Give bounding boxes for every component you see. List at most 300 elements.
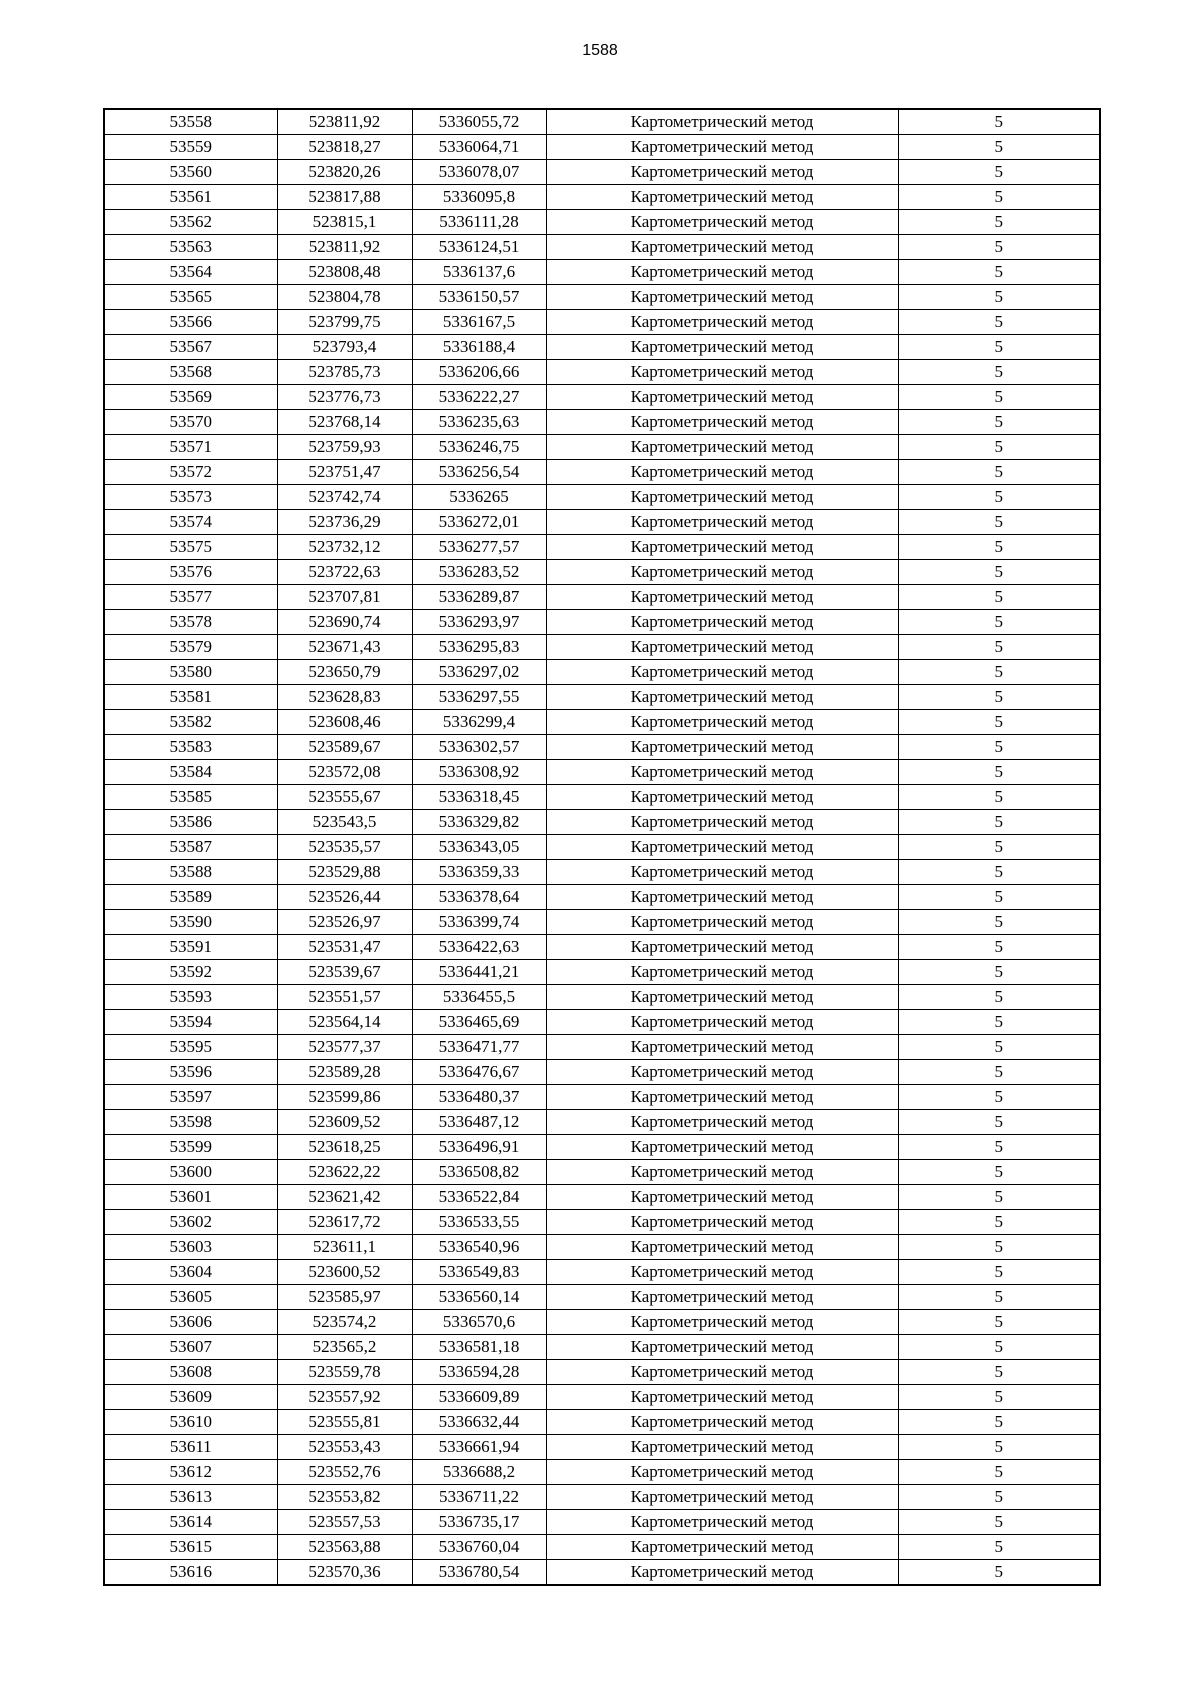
table-row bbox=[104, 1060, 1100, 1085]
point-number-cell: 53558 bbox=[104, 109, 277, 135]
point-number-cell: 53592 bbox=[104, 960, 277, 985]
method-cell: Картометрический метод bbox=[546, 260, 898, 285]
y-coordinate-cell: 5336632,44 bbox=[412, 1410, 546, 1435]
point-number-cell: 53616 bbox=[104, 1560, 277, 1586]
y-coordinate-cell: 5336533,55 bbox=[412, 1210, 546, 1235]
y-coordinate-cell: 5336399,74 bbox=[412, 910, 546, 935]
table-row bbox=[104, 785, 1100, 810]
y-coordinate-cell: 5336359,33 bbox=[412, 860, 546, 885]
point-number-cell: 53565 bbox=[104, 285, 277, 310]
point-number-cell: 53574 bbox=[104, 510, 277, 535]
point-number-cell: 53588 bbox=[104, 860, 277, 885]
x-coordinate-cell: 523570,36 bbox=[277, 1560, 412, 1586]
table-row bbox=[104, 1335, 1100, 1360]
x-coordinate-cell: 523621,42 bbox=[277, 1185, 412, 1210]
accuracy-cell: 5 bbox=[898, 185, 1100, 210]
accuracy-cell: 5 bbox=[898, 1535, 1100, 1560]
y-coordinate-cell: 5336064,71 bbox=[412, 135, 546, 160]
method-cell: Картометрический метод bbox=[546, 235, 898, 260]
accuracy-cell: 5 bbox=[898, 660, 1100, 685]
x-coordinate-cell: 523600,52 bbox=[277, 1260, 412, 1285]
table-row bbox=[104, 1485, 1100, 1510]
accuracy-cell: 5 bbox=[898, 1485, 1100, 1510]
table-row bbox=[104, 435, 1100, 460]
table-row bbox=[104, 1135, 1100, 1160]
method-cell: Картометрический метод bbox=[546, 560, 898, 585]
point-number-cell: 53607 bbox=[104, 1335, 277, 1360]
y-coordinate-cell: 5336111,28 bbox=[412, 210, 546, 235]
accuracy-cell: 5 bbox=[898, 1260, 1100, 1285]
y-coordinate-cell: 5336289,87 bbox=[412, 585, 546, 610]
table-row bbox=[104, 835, 1100, 860]
x-coordinate-cell: 523589,28 bbox=[277, 1060, 412, 1085]
accuracy-cell: 5 bbox=[898, 885, 1100, 910]
accuracy-cell: 5 bbox=[898, 1085, 1100, 1110]
x-coordinate-cell: 523577,37 bbox=[277, 1035, 412, 1060]
method-cell: Картометрический метод bbox=[546, 785, 898, 810]
table-row bbox=[104, 1435, 1100, 1460]
table-row bbox=[104, 1110, 1100, 1135]
table-row bbox=[104, 1285, 1100, 1310]
y-coordinate-cell: 5336496,91 bbox=[412, 1135, 546, 1160]
accuracy-cell: 5 bbox=[898, 1010, 1100, 1035]
method-cell: Картометрический метод bbox=[546, 860, 898, 885]
table-row bbox=[104, 135, 1100, 160]
point-number-cell: 53593 bbox=[104, 985, 277, 1010]
table-row bbox=[104, 1160, 1100, 1185]
accuracy-cell: 5 bbox=[898, 560, 1100, 585]
y-coordinate-cell: 5336283,52 bbox=[412, 560, 546, 585]
method-cell: Картометрический метод bbox=[546, 210, 898, 235]
x-coordinate-cell: 523599,86 bbox=[277, 1085, 412, 1110]
table-row bbox=[104, 1235, 1100, 1260]
point-number-cell: 53594 bbox=[104, 1010, 277, 1035]
point-number-cell: 53610 bbox=[104, 1410, 277, 1435]
accuracy-cell: 5 bbox=[898, 510, 1100, 535]
table-row bbox=[104, 160, 1100, 185]
method-cell: Картометрический метод bbox=[546, 1060, 898, 1085]
y-coordinate-cell: 5336297,55 bbox=[412, 685, 546, 710]
point-number-cell: 53559 bbox=[104, 135, 277, 160]
method-cell: Картометрический метод bbox=[546, 1460, 898, 1485]
accuracy-cell: 5 bbox=[898, 1135, 1100, 1160]
accuracy-cell: 5 bbox=[898, 1435, 1100, 1460]
table-row bbox=[104, 385, 1100, 410]
table-row bbox=[104, 485, 1100, 510]
table-row bbox=[104, 410, 1100, 435]
y-coordinate-cell: 5336167,5 bbox=[412, 310, 546, 335]
method-cell: Картометрический метод bbox=[546, 1560, 898, 1586]
accuracy-cell: 5 bbox=[898, 360, 1100, 385]
method-cell: Картометрический метод bbox=[546, 685, 898, 710]
accuracy-cell: 5 bbox=[898, 1035, 1100, 1060]
point-number-cell: 53611 bbox=[104, 1435, 277, 1460]
point-number-cell: 53602 bbox=[104, 1210, 277, 1235]
y-coordinate-cell: 5336480,37 bbox=[412, 1085, 546, 1110]
x-coordinate-cell: 523529,88 bbox=[277, 860, 412, 885]
table-row bbox=[104, 1185, 1100, 1210]
accuracy-cell: 5 bbox=[898, 1285, 1100, 1310]
point-number-cell: 53596 bbox=[104, 1060, 277, 1085]
y-coordinate-cell: 5336124,51 bbox=[412, 235, 546, 260]
point-number-cell: 53597 bbox=[104, 1085, 277, 1110]
method-cell: Картометрический метод bbox=[546, 535, 898, 560]
point-number-cell: 53583 bbox=[104, 735, 277, 760]
x-coordinate-cell: 523817,88 bbox=[277, 185, 412, 210]
table-row bbox=[104, 1085, 1100, 1110]
x-coordinate-cell: 523818,27 bbox=[277, 135, 412, 160]
x-coordinate-cell: 523565,2 bbox=[277, 1335, 412, 1360]
method-cell: Картометрический метод bbox=[546, 160, 898, 185]
point-number-cell: 53584 bbox=[104, 760, 277, 785]
method-cell: Картометрический метод bbox=[546, 335, 898, 360]
accuracy-cell: 5 bbox=[898, 310, 1100, 335]
method-cell: Картометрический метод bbox=[546, 485, 898, 510]
x-coordinate-cell: 523539,67 bbox=[277, 960, 412, 985]
point-number-cell: 53590 bbox=[104, 910, 277, 935]
table-row bbox=[104, 685, 1100, 710]
x-coordinate-cell: 523585,97 bbox=[277, 1285, 412, 1310]
x-coordinate-cell: 523543,5 bbox=[277, 810, 412, 835]
accuracy-cell: 5 bbox=[898, 710, 1100, 735]
table-row bbox=[104, 935, 1100, 960]
y-coordinate-cell: 5336150,57 bbox=[412, 285, 546, 310]
method-cell: Картометрический метод bbox=[546, 1085, 898, 1110]
point-number-cell: 53614 bbox=[104, 1510, 277, 1535]
method-cell: Картометрический метод bbox=[546, 885, 898, 910]
x-coordinate-cell: 523751,47 bbox=[277, 460, 412, 485]
y-coordinate-cell: 5336609,89 bbox=[412, 1385, 546, 1410]
method-cell: Картометрический метод bbox=[546, 1360, 898, 1385]
point-number-cell: 53568 bbox=[104, 360, 277, 385]
point-number-cell: 53586 bbox=[104, 810, 277, 835]
x-coordinate-cell: 523768,14 bbox=[277, 410, 412, 435]
method-cell: Картометрический метод bbox=[546, 1410, 898, 1435]
accuracy-cell: 5 bbox=[898, 1210, 1100, 1235]
point-number-cell: 53608 bbox=[104, 1360, 277, 1385]
method-cell: Картометрический метод bbox=[546, 385, 898, 410]
method-cell: Картометрический метод bbox=[546, 1510, 898, 1535]
method-cell: Картометрический метод bbox=[546, 1435, 898, 1460]
x-coordinate-cell: 523785,73 bbox=[277, 360, 412, 385]
accuracy-cell: 5 bbox=[898, 1410, 1100, 1435]
accuracy-cell: 5 bbox=[898, 285, 1100, 310]
method-cell: Картометрический метод bbox=[546, 1110, 898, 1135]
method-cell: Картометрический метод bbox=[546, 310, 898, 335]
accuracy-cell: 5 bbox=[898, 109, 1100, 135]
method-cell: Картометрический метод bbox=[546, 360, 898, 385]
method-cell: Картометрический метод bbox=[546, 660, 898, 685]
x-coordinate-cell: 523552,76 bbox=[277, 1460, 412, 1485]
table-row bbox=[104, 510, 1100, 535]
point-number-cell: 53609 bbox=[104, 1385, 277, 1410]
point-number-cell: 53578 bbox=[104, 610, 277, 635]
accuracy-cell: 5 bbox=[898, 935, 1100, 960]
table-row bbox=[104, 960, 1100, 985]
y-coordinate-cell: 5336297,02 bbox=[412, 660, 546, 685]
point-number-cell: 53560 bbox=[104, 160, 277, 185]
x-coordinate-cell: 523618,25 bbox=[277, 1135, 412, 1160]
x-coordinate-cell: 523551,57 bbox=[277, 985, 412, 1010]
y-coordinate-cell: 5336540,96 bbox=[412, 1235, 546, 1260]
y-coordinate-cell: 5336137,6 bbox=[412, 260, 546, 285]
point-number-cell: 53606 bbox=[104, 1310, 277, 1335]
point-number-cell: 53605 bbox=[104, 1285, 277, 1310]
x-coordinate-cell: 523609,52 bbox=[277, 1110, 412, 1135]
accuracy-cell: 5 bbox=[898, 260, 1100, 285]
point-number-cell: 53576 bbox=[104, 560, 277, 585]
x-coordinate-cell: 523732,12 bbox=[277, 535, 412, 560]
y-coordinate-cell: 5336277,57 bbox=[412, 535, 546, 560]
method-cell: Картометрический метод bbox=[546, 810, 898, 835]
table-row bbox=[104, 1310, 1100, 1335]
x-coordinate-cell: 523622,22 bbox=[277, 1160, 412, 1185]
point-number-cell: 53615 bbox=[104, 1535, 277, 1560]
point-number-cell: 53601 bbox=[104, 1185, 277, 1210]
accuracy-cell: 5 bbox=[898, 210, 1100, 235]
table-row bbox=[104, 910, 1100, 935]
accuracy-cell: 5 bbox=[898, 635, 1100, 660]
y-coordinate-cell: 5336522,84 bbox=[412, 1185, 546, 1210]
x-coordinate-cell: 523617,72 bbox=[277, 1210, 412, 1235]
point-number-cell: 53572 bbox=[104, 460, 277, 485]
x-coordinate-cell: 523811,92 bbox=[277, 109, 412, 135]
table-row bbox=[104, 585, 1100, 610]
table-row bbox=[104, 1010, 1100, 1035]
table-row bbox=[104, 760, 1100, 785]
page-number: 1588 bbox=[582, 42, 618, 59]
y-coordinate-cell: 5336465,69 bbox=[412, 1010, 546, 1035]
y-coordinate-cell: 5336299,4 bbox=[412, 710, 546, 735]
table-row bbox=[104, 535, 1100, 560]
method-cell: Картометрический метод bbox=[546, 1385, 898, 1410]
method-cell: Картометрический метод bbox=[546, 585, 898, 610]
y-coordinate-cell: 5336422,63 bbox=[412, 935, 546, 960]
table-row bbox=[104, 235, 1100, 260]
method-cell: Картометрический метод bbox=[546, 460, 898, 485]
x-coordinate-cell: 523608,46 bbox=[277, 710, 412, 735]
x-coordinate-cell: 523793,4 bbox=[277, 335, 412, 360]
method-cell: Картометрический метод bbox=[546, 910, 898, 935]
x-coordinate-cell: 523563,88 bbox=[277, 1535, 412, 1560]
accuracy-cell: 5 bbox=[898, 1310, 1100, 1335]
accuracy-cell: 5 bbox=[898, 910, 1100, 935]
x-coordinate-cell: 523526,44 bbox=[277, 885, 412, 910]
y-coordinate-cell: 5336688,2 bbox=[412, 1460, 546, 1485]
accuracy-cell: 5 bbox=[898, 460, 1100, 485]
y-coordinate-cell: 5336780,54 bbox=[412, 1560, 546, 1586]
table-row bbox=[104, 985, 1100, 1010]
y-coordinate-cell: 5336471,77 bbox=[412, 1035, 546, 1060]
point-number-cell: 53600 bbox=[104, 1160, 277, 1185]
point-number-cell: 53604 bbox=[104, 1260, 277, 1285]
y-coordinate-cell: 5336308,92 bbox=[412, 760, 546, 785]
x-coordinate-cell: 523555,67 bbox=[277, 785, 412, 810]
method-cell: Картометрический метод bbox=[546, 1335, 898, 1360]
method-cell: Картометрический метод bbox=[546, 635, 898, 660]
table-row bbox=[104, 635, 1100, 660]
table-row bbox=[104, 210, 1100, 235]
accuracy-cell: 5 bbox=[898, 610, 1100, 635]
x-coordinate-cell: 523559,78 bbox=[277, 1360, 412, 1385]
point-number-cell: 53587 bbox=[104, 835, 277, 860]
point-number-cell: 53573 bbox=[104, 485, 277, 510]
point-number-cell: 53613 bbox=[104, 1485, 277, 1510]
table-row bbox=[104, 1385, 1100, 1410]
method-cell: Картометрический метод bbox=[546, 1035, 898, 1060]
y-coordinate-cell: 5336735,17 bbox=[412, 1510, 546, 1535]
x-coordinate-cell: 523690,74 bbox=[277, 610, 412, 635]
method-cell: Картометрический метод bbox=[546, 109, 898, 135]
accuracy-cell: 5 bbox=[898, 1460, 1100, 1485]
table-row bbox=[104, 260, 1100, 285]
x-coordinate-cell: 523811,92 bbox=[277, 235, 412, 260]
x-coordinate-cell: 523808,48 bbox=[277, 260, 412, 285]
x-coordinate-cell: 523531,47 bbox=[277, 935, 412, 960]
point-number-cell: 53603 bbox=[104, 1235, 277, 1260]
y-coordinate-cell: 5336295,83 bbox=[412, 635, 546, 660]
accuracy-cell: 5 bbox=[898, 1235, 1100, 1260]
x-coordinate-cell: 523799,75 bbox=[277, 310, 412, 335]
point-number-cell: 53582 bbox=[104, 710, 277, 735]
y-coordinate-cell: 5336055,72 bbox=[412, 109, 546, 135]
point-number-cell: 53598 bbox=[104, 1110, 277, 1135]
table-row bbox=[104, 1510, 1100, 1535]
accuracy-cell: 5 bbox=[898, 585, 1100, 610]
accuracy-cell: 5 bbox=[898, 160, 1100, 185]
method-cell: Картометрический метод bbox=[546, 1535, 898, 1560]
x-coordinate-cell: 523628,83 bbox=[277, 685, 412, 710]
method-cell: Картометрический метод bbox=[546, 1260, 898, 1285]
table-row bbox=[104, 1035, 1100, 1060]
method-cell: Картометрический метод bbox=[546, 610, 898, 635]
x-coordinate-cell: 523815,1 bbox=[277, 210, 412, 235]
accuracy-cell: 5 bbox=[898, 335, 1100, 360]
accuracy-cell: 5 bbox=[898, 435, 1100, 460]
point-number-cell: 53575 bbox=[104, 535, 277, 560]
point-number-cell: 53595 bbox=[104, 1035, 277, 1060]
table-row bbox=[104, 1260, 1100, 1285]
x-coordinate-cell: 523574,2 bbox=[277, 1310, 412, 1335]
table-row bbox=[104, 109, 1100, 135]
y-coordinate-cell: 5336078,07 bbox=[412, 160, 546, 185]
accuracy-cell: 5 bbox=[898, 1060, 1100, 1085]
y-coordinate-cell: 5336293,97 bbox=[412, 610, 546, 635]
method-cell: Картометрический метод bbox=[546, 710, 898, 735]
x-coordinate-cell: 523804,78 bbox=[277, 285, 412, 310]
x-coordinate-cell: 523722,63 bbox=[277, 560, 412, 585]
table-row bbox=[104, 360, 1100, 385]
table-row bbox=[104, 1535, 1100, 1560]
table-row bbox=[104, 885, 1100, 910]
method-cell: Картометрический метод bbox=[546, 410, 898, 435]
method-cell: Картометрический метод bbox=[546, 435, 898, 460]
y-coordinate-cell: 5336455,5 bbox=[412, 985, 546, 1010]
point-number-cell: 53591 bbox=[104, 935, 277, 960]
method-cell: Картометрический метод bbox=[546, 1185, 898, 1210]
method-cell: Картометрический метод bbox=[546, 1010, 898, 1035]
point-number-cell: 53563 bbox=[104, 235, 277, 260]
table-row bbox=[104, 660, 1100, 685]
table-row bbox=[104, 310, 1100, 335]
method-cell: Картометрический метод bbox=[546, 1310, 898, 1335]
accuracy-cell: 5 bbox=[898, 835, 1100, 860]
method-cell: Картометрический метод bbox=[546, 1210, 898, 1235]
x-coordinate-cell: 523650,79 bbox=[277, 660, 412, 685]
table-row bbox=[104, 810, 1100, 835]
accuracy-cell: 5 bbox=[898, 685, 1100, 710]
method-cell: Картометрический метод bbox=[546, 185, 898, 210]
y-coordinate-cell: 5336095,8 bbox=[412, 185, 546, 210]
accuracy-cell: 5 bbox=[898, 1110, 1100, 1135]
accuracy-cell: 5 bbox=[898, 410, 1100, 435]
accuracy-cell: 5 bbox=[898, 1335, 1100, 1360]
table-row bbox=[104, 1210, 1100, 1235]
accuracy-cell: 5 bbox=[898, 1385, 1100, 1410]
method-cell: Картометрический метод bbox=[546, 1285, 898, 1310]
y-coordinate-cell: 5336508,82 bbox=[412, 1160, 546, 1185]
method-cell: Картометрический метод bbox=[546, 285, 898, 310]
table-row bbox=[104, 610, 1100, 635]
y-coordinate-cell: 5336549,83 bbox=[412, 1260, 546, 1285]
x-coordinate-cell: 523564,14 bbox=[277, 1010, 412, 1035]
accuracy-cell: 5 bbox=[898, 1185, 1100, 1210]
accuracy-cell: 5 bbox=[898, 1510, 1100, 1535]
table-row bbox=[104, 735, 1100, 760]
method-cell: Картометрический метод bbox=[546, 135, 898, 160]
method-cell: Картометрический метод bbox=[546, 510, 898, 535]
point-number-cell: 53567 bbox=[104, 335, 277, 360]
y-coordinate-cell: 5336760,04 bbox=[412, 1535, 546, 1560]
accuracy-cell: 5 bbox=[898, 1360, 1100, 1385]
y-coordinate-cell: 5336246,75 bbox=[412, 435, 546, 460]
y-coordinate-cell: 5336222,27 bbox=[412, 385, 546, 410]
coordinates-table bbox=[103, 108, 1101, 1586]
y-coordinate-cell: 5336343,05 bbox=[412, 835, 546, 860]
y-coordinate-cell: 5336711,22 bbox=[412, 1485, 546, 1510]
accuracy-cell: 5 bbox=[898, 960, 1100, 985]
point-number-cell: 53580 bbox=[104, 660, 277, 685]
x-coordinate-cell: 523736,29 bbox=[277, 510, 412, 535]
table-row bbox=[104, 460, 1100, 485]
y-coordinate-cell: 5336256,54 bbox=[412, 460, 546, 485]
table-row bbox=[104, 1410, 1100, 1435]
accuracy-cell: 5 bbox=[898, 1560, 1100, 1586]
accuracy-cell: 5 bbox=[898, 760, 1100, 785]
accuracy-cell: 5 bbox=[898, 985, 1100, 1010]
y-coordinate-cell: 5336594,28 bbox=[412, 1360, 546, 1385]
x-coordinate-cell: 523553,82 bbox=[277, 1485, 412, 1510]
table-row bbox=[104, 285, 1100, 310]
y-coordinate-cell: 5336487,12 bbox=[412, 1110, 546, 1135]
method-cell: Картометрический метод bbox=[546, 1485, 898, 1510]
y-coordinate-cell: 5336188,4 bbox=[412, 335, 546, 360]
accuracy-cell: 5 bbox=[898, 385, 1100, 410]
point-number-cell: 53579 bbox=[104, 635, 277, 660]
point-number-cell: 53569 bbox=[104, 385, 277, 410]
table-row bbox=[104, 1560, 1100, 1586]
table-row bbox=[104, 1360, 1100, 1385]
x-coordinate-cell: 523611,1 bbox=[277, 1235, 412, 1260]
table-row bbox=[104, 560, 1100, 585]
x-coordinate-cell: 523557,53 bbox=[277, 1510, 412, 1535]
x-coordinate-cell: 523589,67 bbox=[277, 735, 412, 760]
method-cell: Картометрический метод bbox=[546, 735, 898, 760]
point-number-cell: 53562 bbox=[104, 210, 277, 235]
x-coordinate-cell: 523535,57 bbox=[277, 835, 412, 860]
table-row bbox=[104, 335, 1100, 360]
x-coordinate-cell: 523707,81 bbox=[277, 585, 412, 610]
